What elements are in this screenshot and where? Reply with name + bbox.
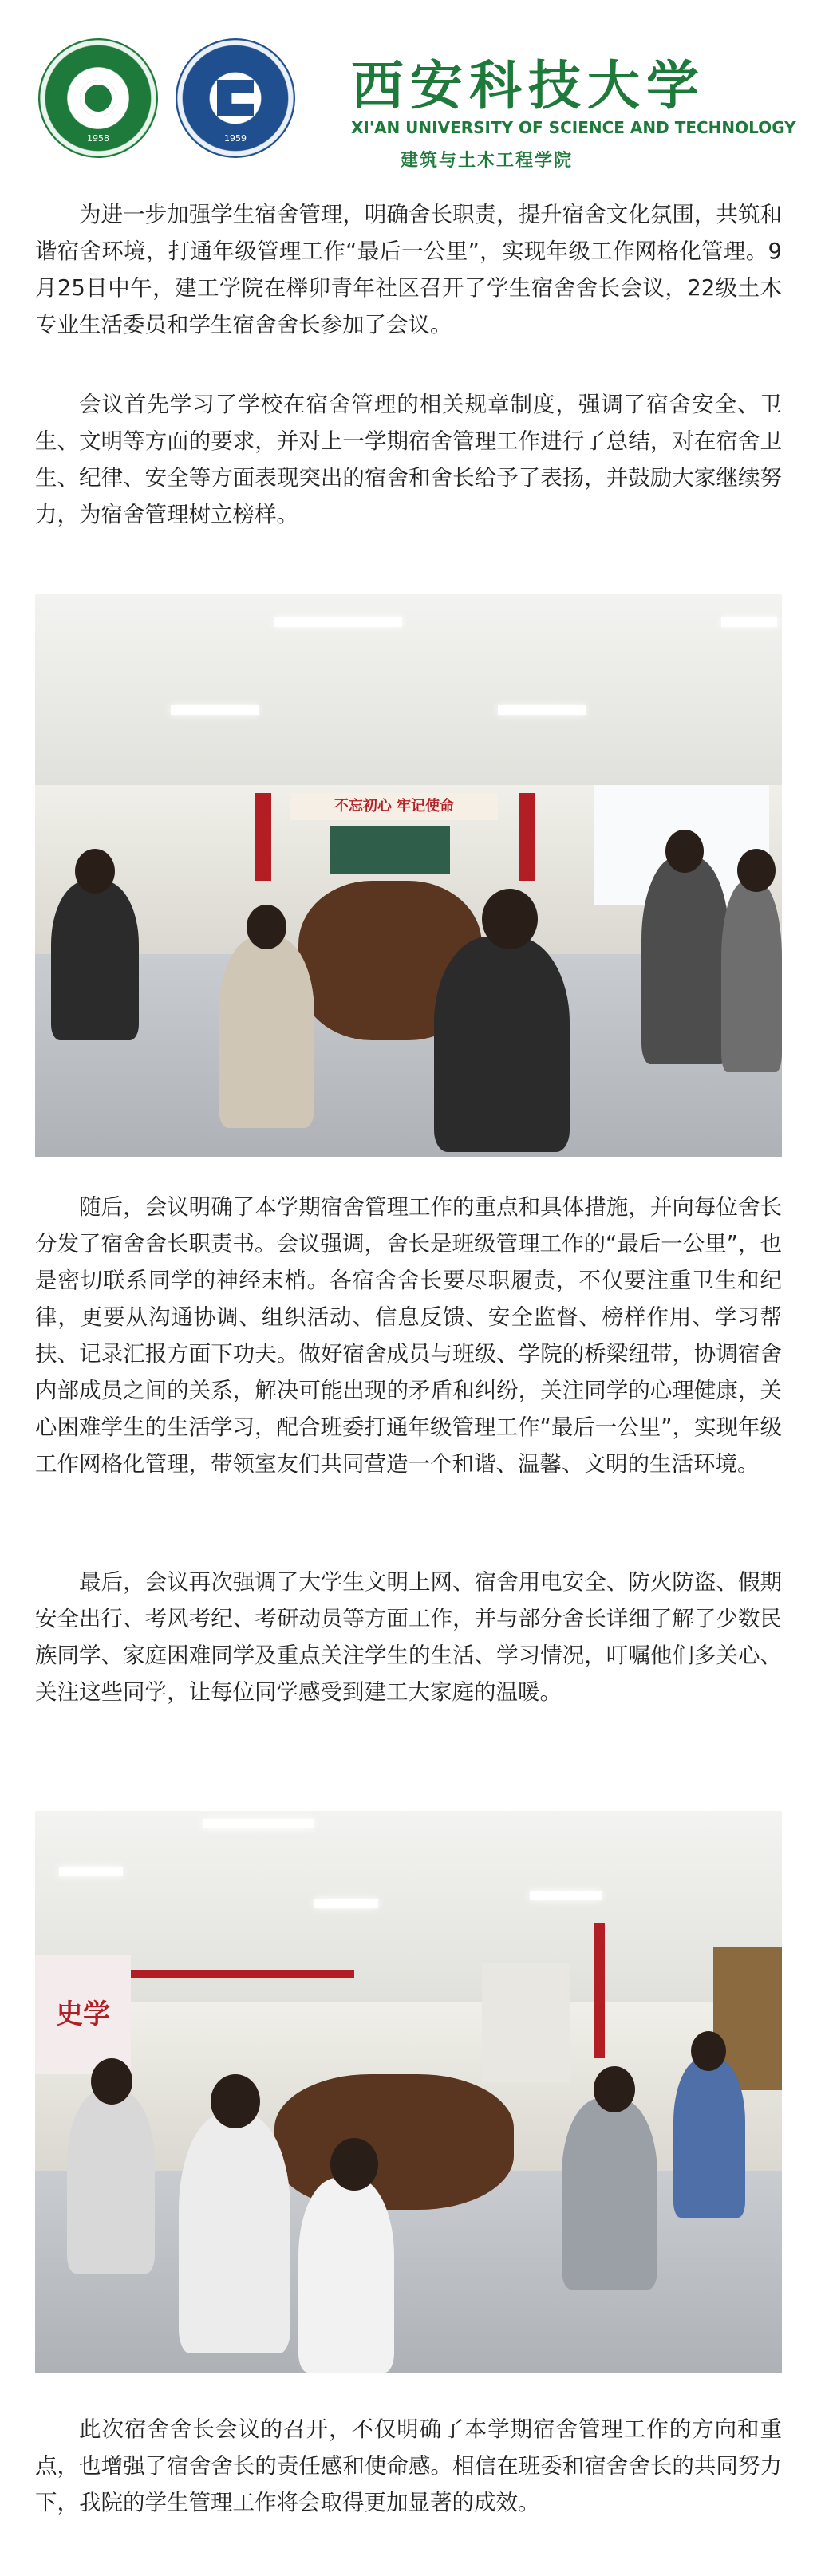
emblem-core — [217, 80, 254, 116]
ceiling-light — [530, 1891, 602, 1900]
ceiling-light — [274, 617, 402, 627]
ceiling-light — [314, 1899, 378, 1908]
attendee — [673, 2058, 745, 2218]
paragraph-conclusion: 此次宿舍舍长会议的召开，不仅明确了本学期宿舍管理工作的方向和重点，也增强了宿舍舍长的责任感和使命感。相信在班委和宿舍舍长的共同努力下，我院的学生管理工作将会取得更加显著的成效。 — [35, 2416, 782, 2515]
university-emblem-icon — [38, 38, 158, 158]
attendee-head — [91, 2058, 132, 2105]
red-stripe — [131, 1970, 354, 1978]
emblem-core — [80, 80, 116, 116]
projection-screen — [330, 826, 450, 874]
attendee — [721, 881, 782, 1072]
attendee-head — [691, 2031, 726, 2071]
red-pillar — [594, 1923, 605, 2058]
ceiling-light — [59, 1867, 123, 1876]
attendee — [641, 857, 729, 1064]
conference-table — [274, 2074, 514, 2210]
emblem-right-year: 1959 — [224, 133, 247, 144]
slogan-text: 不忘初心 牢记使命 — [334, 798, 455, 815]
attendee — [219, 937, 314, 1128]
attendee-head — [247, 905, 286, 949]
attendee-head — [75, 849, 115, 894]
paragraph-study: 会议首先学习了学校在宿舍管理的相关规章制度，强调了宿舍安全、卫生、文明等方面的要求，并对上一学期宿舍管理工作进行了总结，对在宿舍卫生、纪律、安全等方面表现突出的宿舍和舍长给予了表扬，并鼓励大家继续努力，为宿舍管理树立榜样。 — [35, 392, 782, 527]
red-banner — [255, 793, 271, 881]
paragraph-measures: 随后，会议明确了本学期宿舍管理工作的重点和具体措施，并向每位舍长分发了宿舍舍长职责书。会议强调，舍长是班级管理工作的“最后一公里”，也是密切联系同学的神经末梢。各宿舍舍长要尽职履责，不仅要注重卫生和纪律，更要从沟通协调、组织活动、信息反馈、安全监督、榜样作用、学习帮扶、记录汇报方面下功夫。做好宿舍成员与班级、学院的桥梁纽带，协调宿舍内部成员之间的关系，解决可能出现的矛盾和纠纷，关注同学的心理健康，关心困难学生的生活学习，配合班委打通年级管理工作“最后一公里”，实现年级工作网格化管理，带领室友们共同营造一个和谐、温馨、文明的生活环境。 — [35, 1194, 782, 1477]
attendee — [67, 2090, 155, 2274]
attendee — [434, 937, 570, 1152]
meeting-photo-2 — [35, 1811, 782, 2373]
attendee-head — [737, 849, 776, 892]
meeting-photo-1 — [35, 594, 782, 1157]
slogan-banner — [290, 793, 498, 820]
attendee-head — [482, 889, 538, 949]
attendee — [51, 881, 139, 1040]
attendee-head — [330, 2138, 378, 2191]
college-name: 建筑与土木工程学院 — [401, 151, 574, 171]
red-banner — [519, 793, 535, 881]
history-panel-text: 史学 — [56, 1998, 110, 2030]
ceiling-light — [721, 617, 777, 627]
attendee-head — [594, 2066, 635, 2112]
university-name-en: XI'AN UNIVERSITY OF SCIENCE AND TECHNOLOGY — [351, 118, 796, 137]
ceiling-light — [498, 705, 586, 715]
attendee-head — [665, 830, 704, 873]
history-panel — [35, 1955, 131, 2074]
ceiling — [35, 594, 782, 785]
doorway — [482, 1963, 570, 2082]
paragraph-final: 最后，会议再次强调了大学生文明上网、宿舍用电安全、防火防盗、假期安全出行、考风考纪、考研动员等方面工作，并与部分舍长详细了解了少数民族同学、家庭困难同学及重点关注学生的生活、学习情况，叮嘱他们多关心、关注这些同学，让每位同学感受到建工大家庭的温暖。 — [35, 1569, 782, 1705]
paragraph-intro: 为进一步加强学生宿舍管理，明确舍长职责，提升宿舍文化氛围，共筑和谐宿舍环境，打通年级管理工作“最后一公里”，实现年级工作网格化管理。9月25日中午，建工学院在榉卯青年社区召开了学生宿舍舍长会议，22级土木专业生活委员和学生宿舍舍长参加了会议。 — [35, 202, 782, 337]
university-name-cn: 西安科技大学 — [351, 54, 705, 116]
college-emblem-icon — [176, 38, 295, 158]
ceiling-light — [171, 705, 259, 715]
attendee — [179, 2114, 290, 2353]
attendee — [298, 2178, 394, 2373]
emblem-left-year: 1958 — [87, 133, 109, 144]
attendee — [562, 2098, 657, 2290]
attendee-head — [211, 2074, 260, 2128]
ceiling-light — [203, 1819, 314, 1828]
article-header — [32, 32, 796, 176]
